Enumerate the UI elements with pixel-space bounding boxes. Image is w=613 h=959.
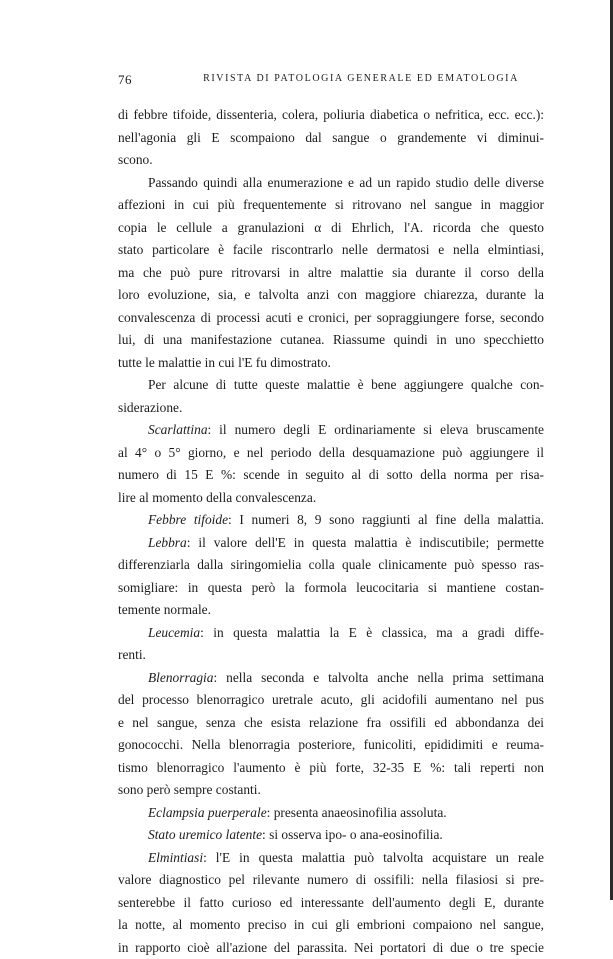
text-line: renti. [118, 644, 544, 667]
text-line: stato particolare è facile riscontrarlo nelle dermatosi e nella elmintiasi, [118, 239, 544, 262]
text-line: senterebbe il fatto curioso ed interessante dell'aumento degli E, durante [118, 892, 544, 915]
text-line: loro evoluzione, sia, e talvolta anzi con maggiore chiarezza, durante la [118, 284, 544, 307]
text-line: gonococchi. Nella blenorragia posteriore, funicoliti, epididimiti e reuma- [118, 734, 544, 757]
body-text [118, 104, 544, 959]
entry-blenorragia [118, 667, 544, 690]
entry-label: Febbre tifoide [148, 512, 228, 527]
text-line: temente normale. [118, 599, 544, 622]
entry-label: Stato uremico latente [148, 827, 262, 842]
text-line: Passando quindi alla enumerazione e ad un rapido studio delle diverse [118, 172, 544, 195]
entry-text: : il numero degli E ordinariamente si eleva bruscamente [208, 422, 544, 437]
entry-text: : l'E in questa malattia può talvolta acquistare un reale [203, 850, 544, 865]
entry-label: Scarlattina [148, 422, 208, 437]
text-line: del processo blenorragico uretrale acuto, gli acidofili aumentano nel pus [118, 689, 544, 712]
running-title: RIVISTA DI PATOLOGIA GENERALE ED EMATOLOGIA [178, 73, 544, 84]
page-header [118, 72, 544, 88]
entry-stato-uremico [118, 824, 544, 847]
text-line: di febbre tifoide, dissenteria, colera, poliuria diabetica o nefritica, ecc. ecc.): [118, 104, 544, 127]
text-line: al 4° o 5° giorno, e nel periodo della desquamazione può aggiungere il [118, 442, 544, 465]
text-line: siderazione. [118, 397, 544, 420]
text-line: tismo blenorragico l'aumento è più forte, 32-35 E %: tali reperti non [118, 757, 544, 780]
entry-label: Blenorragia [148, 670, 213, 685]
text-line: valore diagnostico pel rilevante numero di ossifili: nella filasiosi si pre- [118, 869, 544, 892]
text-line: differenziarla dalla siringomielia colla quale clinicamente può spesso ras- [118, 554, 544, 577]
entry-lebbra [118, 532, 544, 555]
entry-text: : presenta anaeosinofilia assoluta. [267, 805, 447, 820]
text-line: Per alcune di tutte queste malattie è bene aggiungere qualche con- [118, 374, 544, 397]
text-line: affezioni in cui più frequentemente si ritrovano nel sangue in maggior [118, 194, 544, 217]
page-number: 76 [118, 72, 132, 88]
text-line: somigliare: in questa però la formola leucocitaria si mantiene costan- [118, 577, 544, 600]
text-line: copia le cellule a granulazioni α di Ehrlich, l'A. ricorda che questo [118, 217, 544, 240]
text-line: la notte, al momento preciso in cui gli embrioni compaiono nel sangue, [118, 914, 544, 937]
text-line: nell'agonia gli E scompaiono dal sangue o grandemente vi diminui- [118, 127, 544, 150]
text-line: lui, di una manifestazione cutanea. Riassume quindi in uno specchietto [118, 329, 544, 352]
text-line: scono. [118, 149, 544, 172]
text-line: lire al momento della convalescenza. [118, 487, 544, 510]
entry-label: Eclampsia puerperale [148, 805, 267, 820]
entry-scarlattina [118, 419, 544, 442]
text-line: ma che può pure ritrovarsi in altre malattie sia durante il corso della [118, 262, 544, 285]
entry-text: : I numeri 8, 9 sono raggiunti al fine della malattia. [228, 512, 544, 527]
entry-leucemia [118, 622, 544, 645]
text-line: numero di 15 E %: scende in seguito al di sotto della norma per risa- [118, 464, 544, 487]
entry-elmintiasi [118, 847, 544, 870]
entry-label: Elmintiasi [148, 850, 203, 865]
entry-eclampsia [118, 802, 544, 825]
text-line: e nel sangue, senza che esista relazione fra ossifili ed abbondanza dei [118, 712, 544, 735]
text-line: convalescenza di processi acuti e cronici, per sopraggiungere forse, secondo [118, 307, 544, 330]
text-line: sono però sempre costanti. [118, 779, 544, 802]
entry-text: : in questa malattia la E è classica, ma a gradi diffe- [200, 625, 544, 640]
entry-text: : si osserva ipo- o ana-eosinofilia. [262, 827, 443, 842]
text-line: tutte le malattie in cui l'E fu dimostrato. [118, 352, 544, 375]
entry-febbre-tifoide [118, 509, 544, 532]
entry-label: Leucemia [148, 625, 200, 640]
entry-label: Lebbra [148, 535, 187, 550]
text-line: in rapporto cioè all'azione del parassita. Nei portatori di due o tre specie [118, 937, 544, 959]
entry-text: : nella seconda e talvolta anche nella prima settimana [213, 670, 544, 685]
entry-text: : il valore dell'E in questa malattia è indiscutibile; permette [187, 535, 544, 550]
